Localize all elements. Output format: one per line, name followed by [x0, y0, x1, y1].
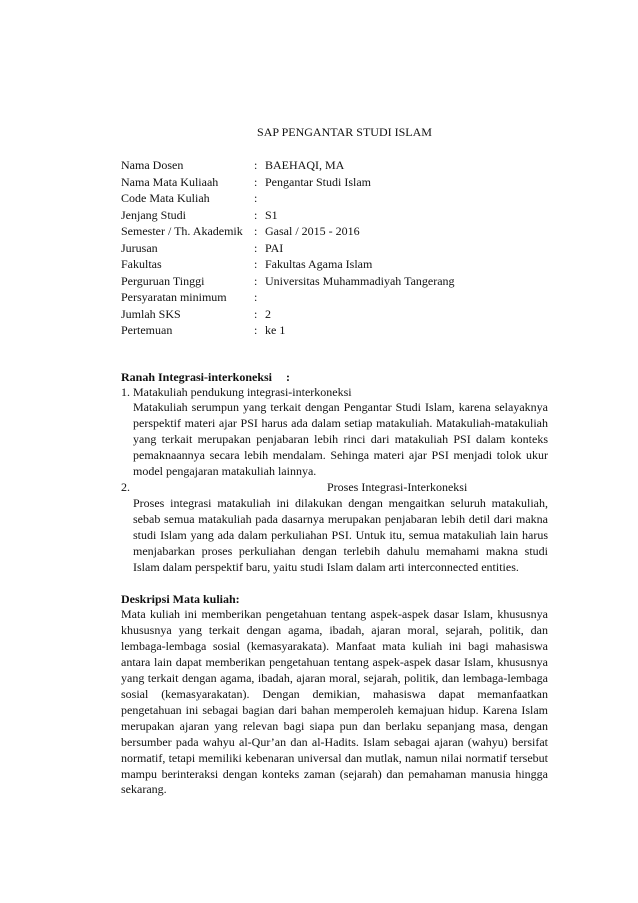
item-number: 2. [121, 479, 130, 494]
info-label: Fakultas [121, 257, 162, 271]
item-number: 1. [121, 384, 130, 399]
info-row [121, 322, 455, 339]
info-value: Gasal / 2015 - 2016 [265, 224, 360, 238]
info-separator: : [254, 240, 258, 255]
info-row [121, 256, 455, 273]
info-label: Jenjang Studi [121, 207, 186, 222]
info-value [265, 190, 455, 207]
info-row [121, 273, 455, 290]
info-label: Pertemuan [121, 323, 173, 337]
info-separator: : [254, 323, 258, 337]
info-separator: : [254, 273, 258, 288]
info-row [121, 223, 455, 240]
info-row [121, 207, 455, 224]
info-label: Semester / Th. Akademik [121, 224, 243, 238]
info-row [121, 157, 455, 174]
ranah-item-2 [121, 496, 548, 576]
info-label: Jumlah SKS [121, 306, 181, 321]
item-body: Matakuliah serumpun yang terkait dengan Pengantar Studi Islam, karena selayaknya perspektif materi ajar PSI harus ada dalam setiap matakuliah. Matakuliah-matakuliah yang terkait merupakan penjabaran lebih rinci dari matakuliah PSI dalam konteks pemaknaannya secara lebih mendalam. Sehinga materi ajar PSI menjadi tolok ukur model pengajaran matakuliah lainnya. [133, 400, 548, 479]
info-row [121, 174, 455, 191]
info-value: S1 [265, 207, 278, 222]
info-separator: : [254, 174, 258, 189]
ranah-heading [121, 369, 548, 385]
item-body: Proses integrasi matakuliah ini dilakukan dengan mengaitkan seluruh matakuliah, sebab semua matakuliah pada dasarnya merupakan penjabaran lebih detil dari makna studi Islam yang ada dalam perkuliahan PSI. Untuk itu, semua matakuliah lain harus menjabarkan proses perkuliahan dengan terlebih dahulu memahami makna studi Islam dalam perspektif baru, yaitu studi Islam dalam arti interconnected entities. [133, 495, 548, 574]
info-separator: : [254, 306, 258, 321]
info-value: BAEHAQI, MA [265, 158, 345, 172]
info-value: ke 1 [265, 323, 286, 337]
ranah-item-1 [121, 385, 548, 480]
deskripsi-heading: Deskripsi Mata kuliah: [121, 592, 240, 607]
item-title: Proses Integrasi-Interkoneksi [327, 479, 468, 494]
info-separator: : [254, 207, 258, 222]
info-row [121, 306, 455, 323]
info-value [265, 289, 455, 306]
info-label: Nama Mata Kuliaah [121, 174, 219, 189]
info-separator: : [254, 224, 258, 238]
info-label: Code Mata Kuliah [121, 191, 210, 205]
info-label: Persyaratan minimum [121, 290, 227, 304]
info-value: Pengantar Studi Islam [265, 174, 371, 189]
info-separator: : [254, 158, 258, 172]
info-row [121, 240, 455, 257]
ranah-heading-text: Ranah Integrasi-interkoneksi [121, 369, 273, 384]
item-title: Matakuliah pendukung integrasi-interkoneksi [133, 384, 352, 399]
info-value: PAI [265, 240, 284, 255]
info-label: Nama Dosen [121, 158, 184, 172]
info-value: Fakultas Agama Islam [265, 257, 373, 271]
info-value: Universitas Muhammadiyah Tangerang [265, 273, 455, 288]
info-row [121, 289, 455, 306]
info-row [121, 190, 455, 207]
deskripsi-body: Mata kuliah ini memberikan pengetahuan tentang aspek-aspek dasar Islam, khususnya khususnya yang terkait dengan agama, ibadah, ajaran moral, sejarah, politik, dan lembaga-lembaga sosial (kemasyarakata). Manfaat mata kuliah ini bagi mahasiswa antara lain dapat memberikan pengetahuan tentang aspek-aspek dasar Islam, khususnya yang terkait dengan agama, ibadah, ajaran moral, sejarah, politik, dan lembaga-lembaga sosial (kemasyarakatan). Dengan demikian, mahasiswa dapat memanfaatkan pengetahuan ini sebagai bagian dari bahan memperoleh kemajuan hidup. Karena Islam merupakan ajaran yang relevan bagi siapa pun dan berlaku sepanjang masa, dengan bersumber pada wahyu al-Qur’an dan al-Hadits. Islam sebagai ajaran (wahyu) bersifat normatif, tetapi memiliki kebenaran universal dan mutlak, namun nilai normatif tersebut mampu berinteraksi dengan konteks zaman (sejarah) dan pemahaman manusia hingga sekarang. [121, 607, 548, 797]
info-separator: : [254, 257, 258, 271]
info-separator: : [254, 290, 258, 304]
document-title: SAP PENGANTAR STUDI ISLAM [257, 125, 432, 139]
ranah-item-2-heading [121, 480, 548, 496]
info-label: Perguruan Tinggi [121, 273, 205, 288]
info-separator: : [254, 191, 258, 205]
info-value: 2 [265, 306, 271, 321]
course-info-table [121, 157, 455, 339]
ranah-heading-separator: : [286, 369, 291, 384]
info-label: Jurusan [121, 240, 158, 255]
document-content [121, 125, 548, 798]
